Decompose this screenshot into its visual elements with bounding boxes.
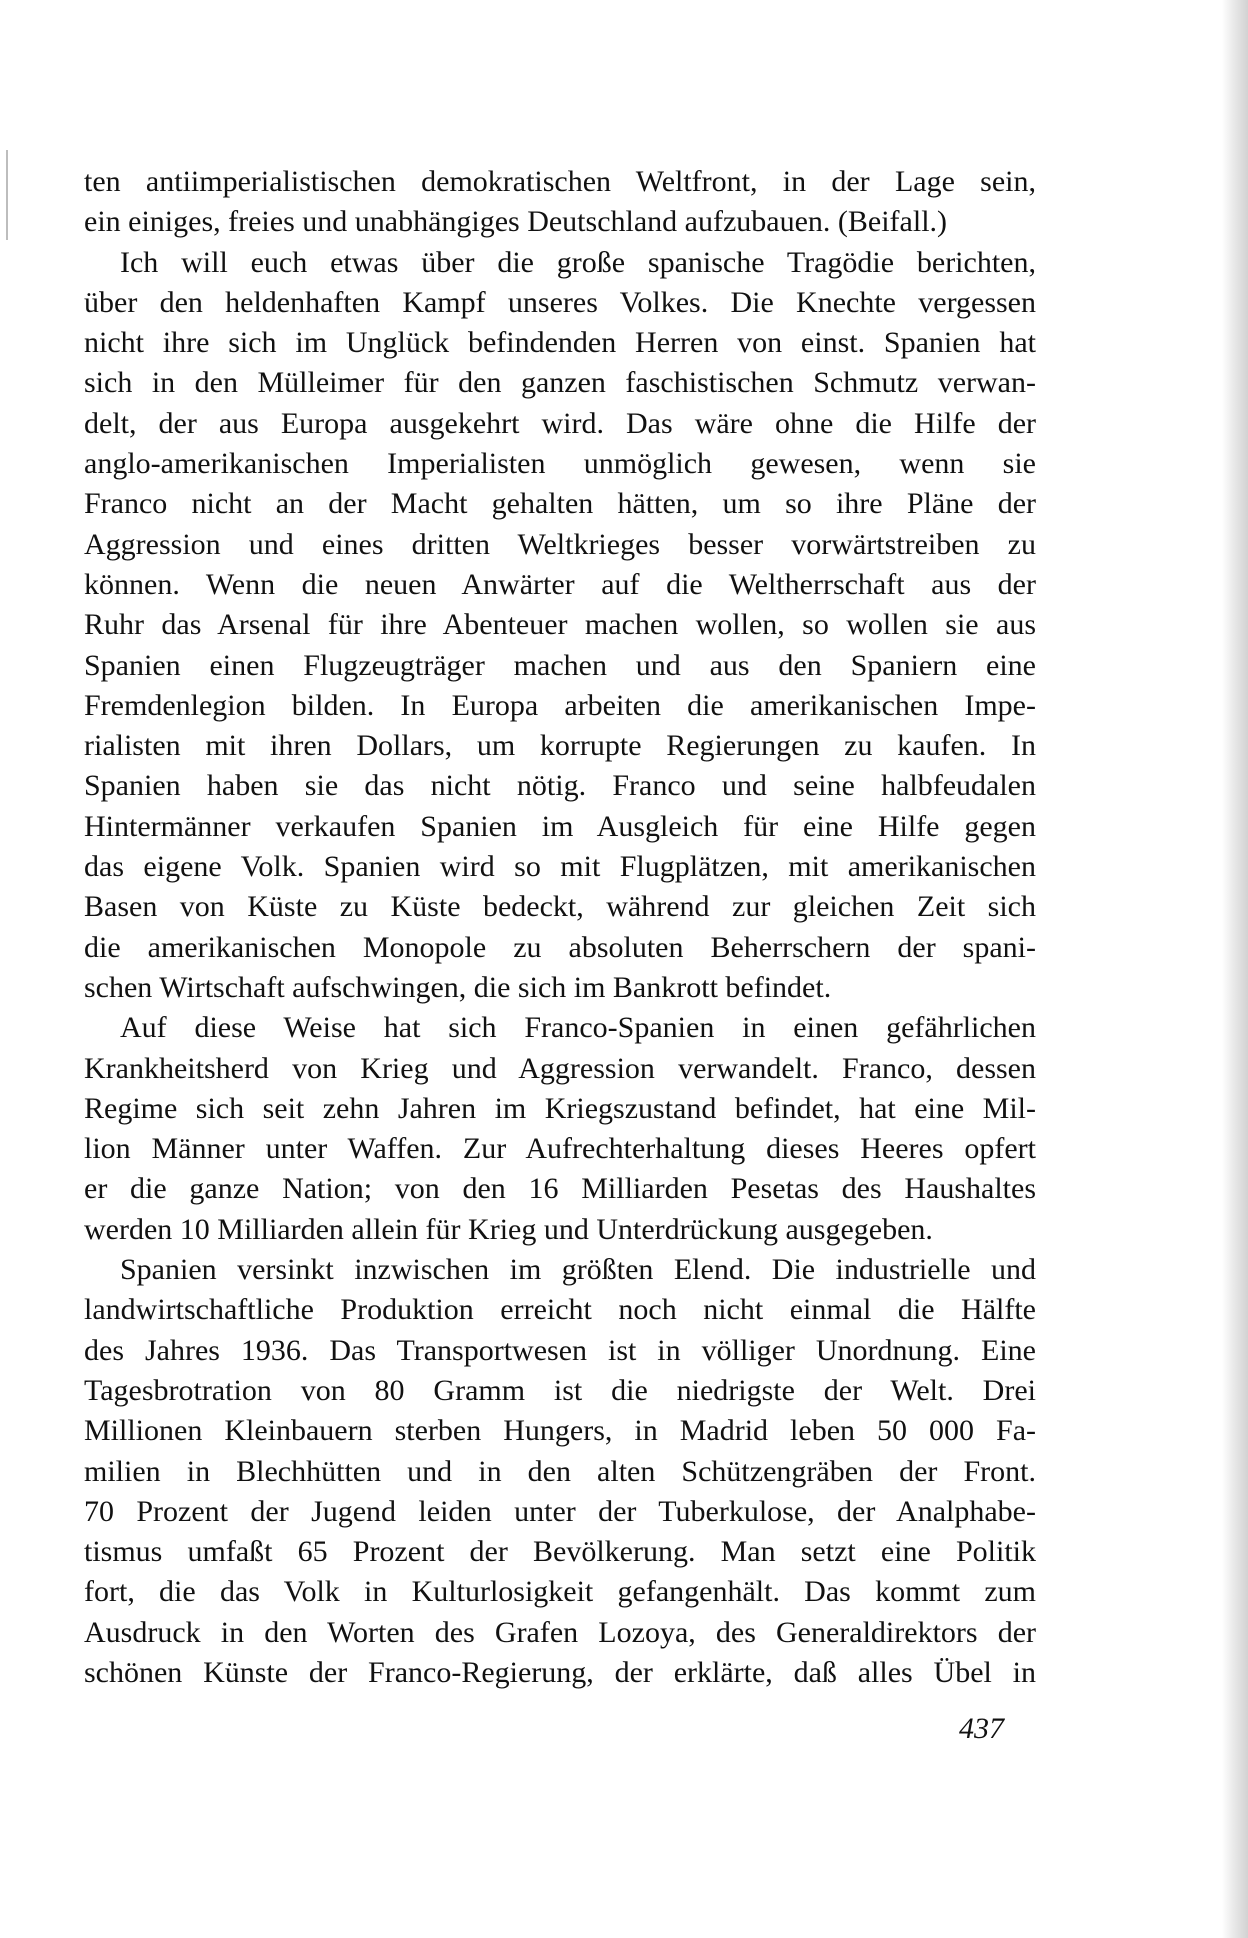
text-line: nicht ihre sich im Unglück befindenden Herren von einst. Spanien hat (84, 326, 1036, 360)
scan-edge-mark (6, 150, 8, 240)
text-line: lion Männer unter Waffen. Zur Aufrechterhaltung dieses Heeres opfert (84, 1132, 1036, 1166)
text-line: Ruhr das Arsenal für ihre Abenteuer machen wollen, so wollen sie aus (84, 608, 1036, 642)
text-line: über den heldenhaften Kampf unseres Volkes. Die Knechte vergessen (84, 285, 1036, 319)
text-line: delt, der aus Europa ausgekehrt wird. Das wäre ohne die Hilfe der (84, 406, 1036, 440)
text-line: 70 Prozent der Jugend leiden unter der Tuberkulose, der Analphabe- (84, 1494, 1036, 1528)
text-line: Regime sich seit zehn Jahren im Kriegszustand befindet, hat eine Mil- (84, 1091, 1036, 1125)
text-line: ten antiimperialistischen demokratischen Weltfront, in der Lage sein, (84, 165, 1036, 198)
text-line: tismus umfaßt 65 Prozent der Bevölkerung. Man setzt eine Politik (84, 1535, 1036, 1569)
text-line: Spanien einen Flugzeugträger machen und aus den Spaniern eine (84, 648, 1036, 682)
text-line: Fremdenlegion bilden. In Europa arbeiten die amerikanischen Impe- (84, 688, 1036, 722)
text-line: Franco nicht an der Macht gehalten hätten, um so ihre Pläne der (84, 487, 1036, 521)
text-line: anglo-amerikanischen Imperialisten unmöglich gewesen, wenn sie (84, 447, 1036, 481)
text-line: landwirtschaftliche Produktion erreicht noch nicht einmal die Hälfte (84, 1293, 1036, 1327)
body-text (84, 162, 1036, 1693)
text-line: des Jahres 1936. Das Transportwesen ist in völliger Unordnung. Eine (84, 1333, 1036, 1367)
text-line: die amerikanischen Monopole zu absoluten Beherrschern der spani- (84, 930, 1036, 964)
text-line: rialisten mit ihren Dollars, um korrupte Regierungen zu kaufen. In (84, 729, 1036, 763)
scan-edge-shadow (1222, 0, 1248, 1938)
text-line: Tagesbrotration von 80 Gramm ist die niedrigste der Welt. Drei (84, 1373, 1036, 1407)
text-line: sich in den Mülleimer für den ganzen faschistischen Schmutz verwan- (84, 366, 1036, 400)
text-line: das eigene Volk. Spanien wird so mit Flugplätzen, mit amerikanischen (84, 850, 1036, 884)
text-line: Aggression und eines dritten Weltkrieges besser vorwärtstreiben zu (84, 527, 1036, 561)
paragraph-first-line: Auf diese Weise hat sich Franco-Spanien in einen gefährlichen (120, 1011, 1036, 1045)
text-line: ein einiges, freies und unabhängiges Deutschland aufzubauen. (Beifall.) (84, 205, 948, 239)
paragraph-first-line: Ich will euch etwas über die große spanische Tragödie berichten, (120, 245, 1036, 279)
text-line: Basen von Küste zu Küste bedeckt, während zur gleichen Zeit sich (84, 890, 1036, 924)
text-line: Spanien haben sie das nicht nötig. Franco und seine halbfeudalen (84, 769, 1036, 803)
text-line: Hintermänner verkaufen Spanien im Ausgleich für eine Hilfe gegen (84, 809, 1036, 843)
paragraph-first-line: Spanien versinkt inzwischen im größten Elend. Die industrielle und (120, 1253, 1036, 1287)
text-line: schönen Künste der Franco-Regierung, der erklärte, daß alles Übel in (84, 1655, 1036, 1689)
text-line: er die ganze Nation; von den 16 Milliarden Pesetas des Haushaltes (84, 1172, 1036, 1206)
text-line: Ausdruck in den Worten des Grafen Lozoya, des Generaldirektors der (84, 1615, 1036, 1649)
page-number: 437 (959, 1712, 1004, 1745)
text-line: Krankheitsherd von Krieg und Aggression verwandelt. Franco, dessen (84, 1051, 1036, 1085)
text-line: fort, die das Volk in Kulturlosigkeit gefangenhält. Das kommt zum (84, 1575, 1036, 1609)
text-line: können. Wenn die neuen Anwärter auf die Weltherrschaft aus der (84, 567, 1036, 601)
text-line: milien in Blechhütten und in den alten Schützengräben der Front. (84, 1454, 1036, 1488)
text-line: werden 10 Milliarden allein für Krieg und Unterdrückung ausgegeben. (84, 1212, 933, 1246)
text-line: Millionen Kleinbauern sterben Hungers, in Madrid leben 50 000 Fa- (84, 1414, 1036, 1448)
text-line: schen Wirtschaft aufschwingen, die sich im Bankrott befindet. (84, 970, 832, 1004)
